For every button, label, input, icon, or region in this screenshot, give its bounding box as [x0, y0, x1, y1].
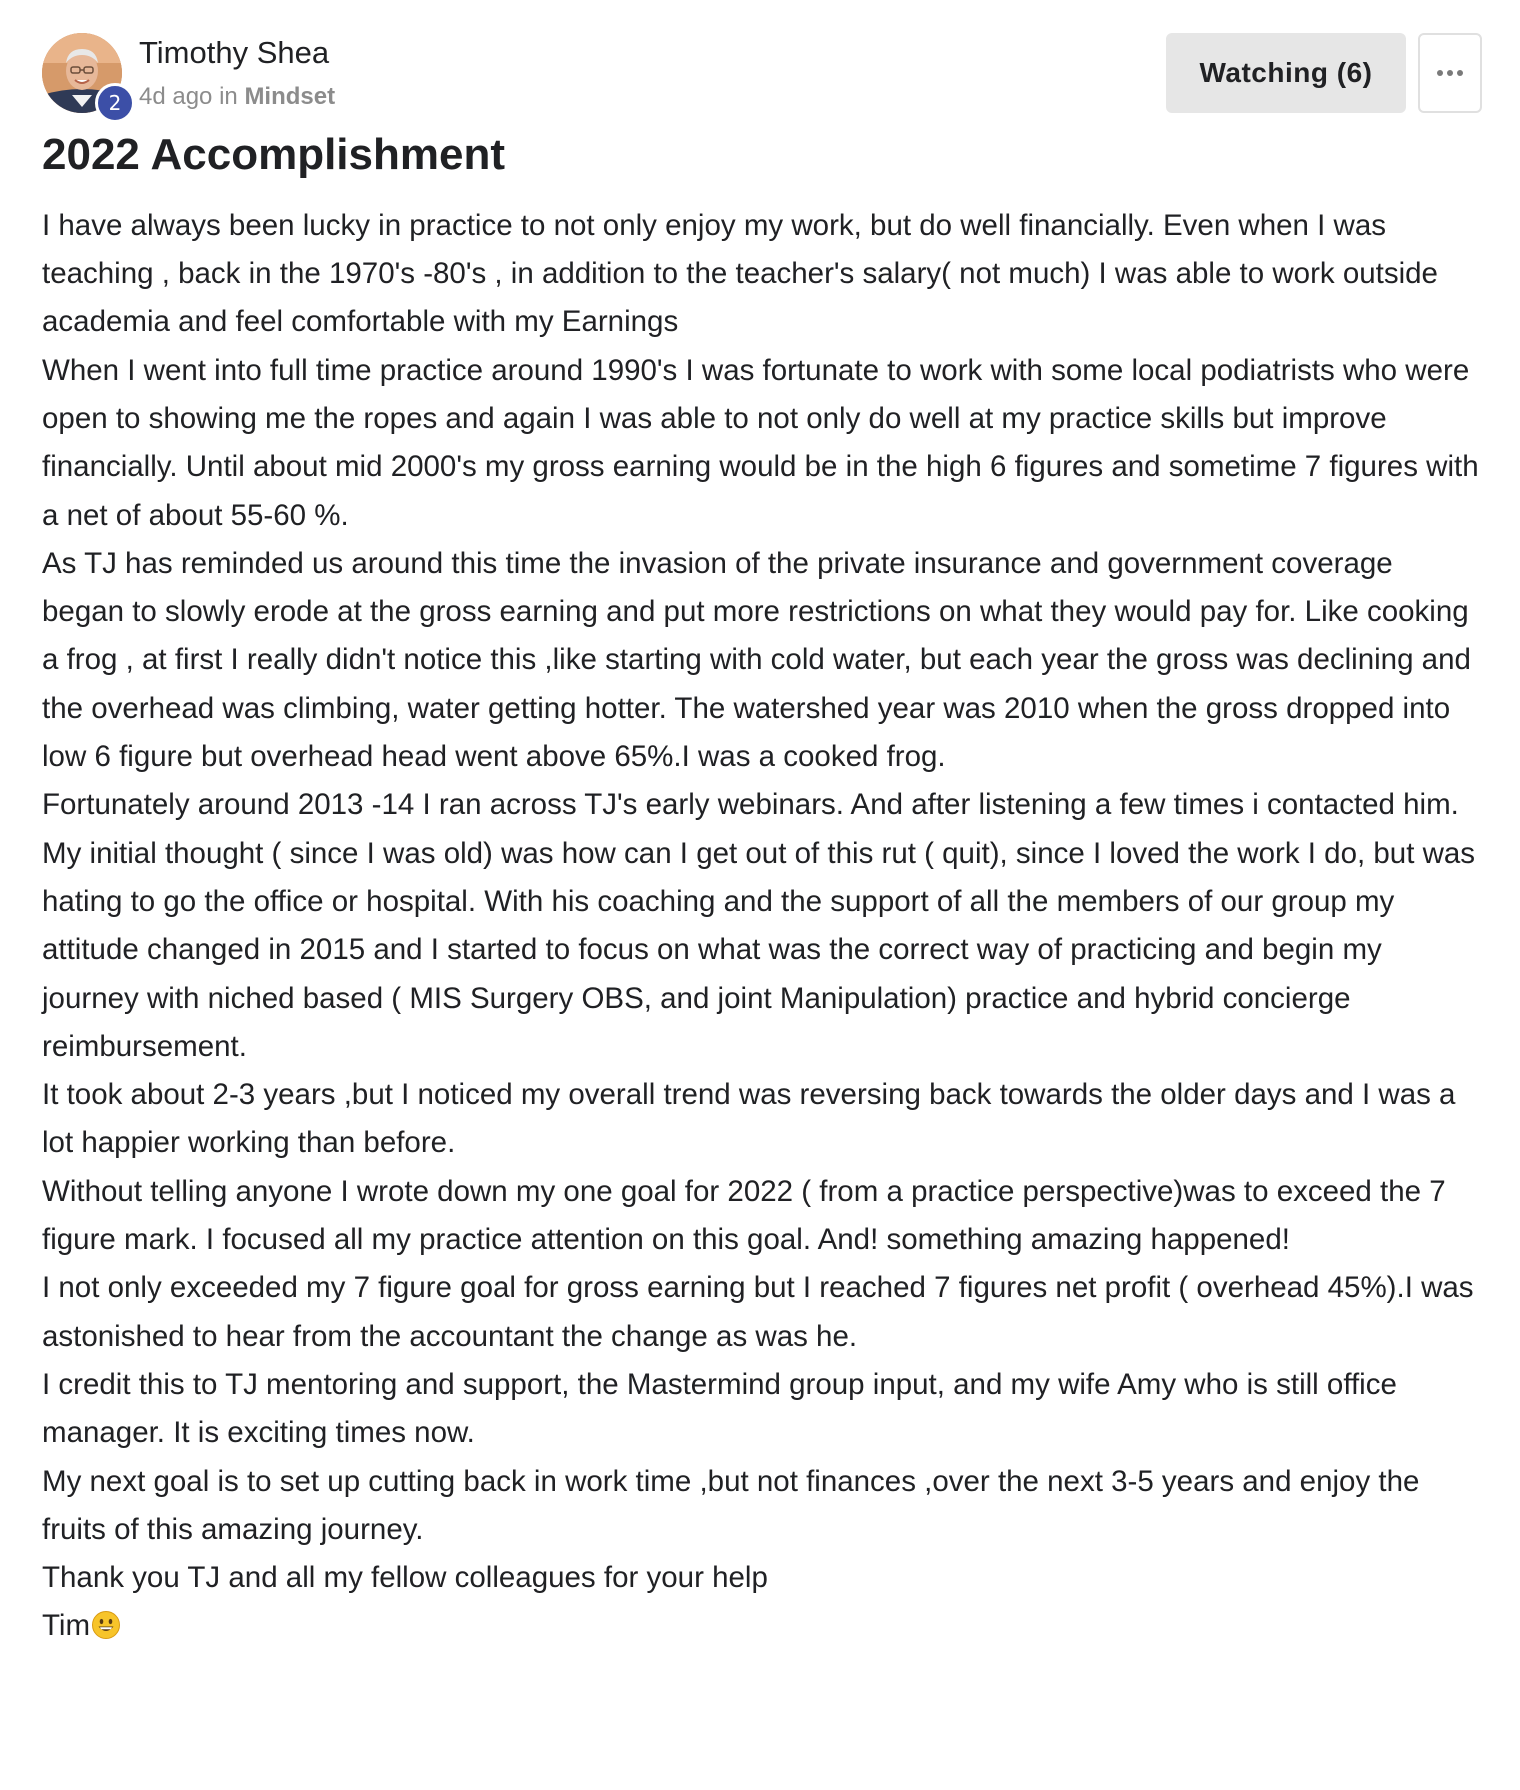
- grinning-face-emoji-icon: [91, 1607, 121, 1655]
- post-paragraph: As TJ has reminded us around this time the invasion of the private insurance and government coverage began to slowly erode at the gross earning and put more restrictions on what they would pay for. Like cooking a frog , at first I really didn't notice this ,like starting with cold water, but each year the gross was declining and the overhead was climbing, water getting hotter. The watershed year was 2010 when the gross dropped into low 6 figure but overhead head went above 65%.I was a cooked frog.: [42, 546, 1471, 774]
- post-paragraph: I credit this to TJ mentoring and support, the Mastermind group input, and my wife Amy who is still office manager. It is exciting times now.: [42, 1367, 1397, 1450]
- post-paragraph: I have always been lucky in practice to not only enjoy my work, but do well financially. Even when I was teaching , back in the 1970's -80's , in addition to the teacher's salary( not much) I was able to work outside academia and feel comfortable with my Earnings: [42, 208, 1438, 339]
- post-paragraph: It took about 2-3 years ,but I noticed my overall trend was reversing back towards the older days and I was a lot happier working than before.: [42, 1078, 1456, 1160]
- post-card: [42, 33, 1482, 1656]
- post-title: 2022 Accomplishment: [42, 130, 505, 179]
- post-paragraph: I not only exceeded my 7 figure goal for gross earning but I reached 7 figures net profit ( overhead 45%).I was astonished to hear from the accountant the change as was he.: [42, 1271, 1474, 1353]
- post-signature-line: [42, 1602, 1482, 1655]
- post-paragraph: Fortunately around 2013 -14 I ran across TJ's early webinars. And after listening a few times i contacted him. My initial thought ( since I was old) was how can I get out of this rut ( quit), since I loved the work I do, but was hating to go the office or hospital. With his coaching and the support of all the members of our group my attitude changed in 2015 and I started to focus on what was the correct way of practicing and begin my journey with niched based ( MIS Surgery OBS, and joint Manipulation) practice and hybrid concierge reimbursement.: [42, 788, 1476, 1063]
- post-body: [42, 202, 1482, 1656]
- post-category-link[interactable]: Mindset: [244, 83, 336, 110]
- post-paragraph: Thank you TJ and all my fellow colleagues for your help: [42, 1561, 768, 1595]
- post-meta: [139, 83, 335, 111]
- post-header: [42, 33, 1482, 115]
- author-avatar[interactable]: [42, 33, 122, 113]
- more-options-button[interactable]: [1418, 33, 1482, 113]
- post-time: 4d ago: [139, 83, 213, 110]
- post-paragraph: When I went into full time practice around 1990's I was fortunate to work with some local podiatrists who were open to showing me the ropes and again I was able to not only do well at my practice skills but improve financially. Until about mid 2000's my gross earning would be in the high 6 figures and sometime 7 figures with a net of about 55-60 %.: [42, 353, 1479, 532]
- author-name[interactable]: Timothy Shea: [139, 35, 330, 70]
- post-signature: Tim: [42, 1609, 91, 1643]
- post-paragraph: Without telling anyone I wrote down my one goal for 2022 ( from a practice perspective)was to exceed the 7 figure mark. I focused all my practice attention on this goal. And! something amazing happened!: [42, 1174, 1446, 1257]
- meta-in-word: in: [219, 83, 238, 110]
- ellipsis-icon: [1435, 68, 1465, 78]
- level-badge: 2: [95, 83, 135, 123]
- watching-button[interactable]: Watching (6): [1166, 33, 1406, 113]
- post-paragraph: My next goal is to set up cutting back in work time ,but not finances ,over the next 3-5 years and enjoy the fruits of this amazing journey.: [42, 1464, 1420, 1546]
